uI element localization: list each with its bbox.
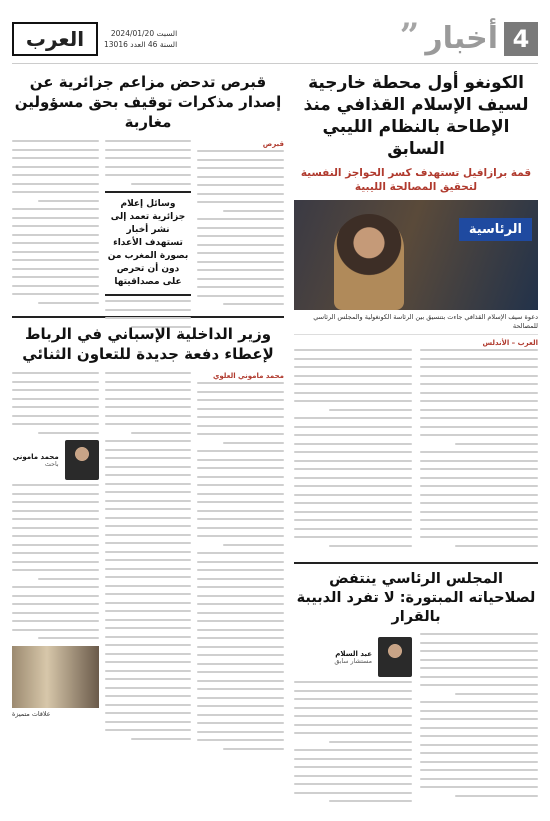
masthead [12,14,538,64]
spain-body [12,372,284,742]
meeting-photo [12,646,99,708]
meeting-photo-caption: علاقات متميزة [11,709,51,718]
lead-body [294,349,538,554]
issue-info [104,28,177,50]
second-body-col-2 [294,633,412,813]
newspaper-logo: العرب [12,22,98,56]
page-number: 4 [504,22,538,56]
issue-date: السبت 2024/01/20 [110,28,178,38]
spain-headline[interactable]: وزير الداخلية الإسباني في الرباط لإعطاء دفعة جديدة للتعاون الثنائي [22,325,274,363]
lead-byline: العرب – الأندلس [482,339,538,347]
author-avatar [65,440,99,480]
cyprus-body-col-1 [197,140,284,308]
cyprus-byline: قبرص [262,140,284,148]
second-headline[interactable]: المجلس الرئاسي ينتفض لصلاحياته المبتورة: لا تفرد الدبيبة بالقرار [296,571,536,625]
person-figure [334,214,404,310]
spain-body-col-2 [105,372,192,742]
page-content [12,72,538,817]
spain-body-col-1 [197,372,284,742]
cyprus-body-col-3 [12,140,99,308]
author-role: باحث [44,460,59,468]
section-separator [294,562,538,564]
logo-block [12,22,177,56]
section-title: أخبار [425,21,498,56]
second-author-box [294,637,412,677]
lead-subtitle: قمة برازافيل تستهدف كسر الحواجز النفسية لتحقيق المصالحة الليبية [300,167,532,193]
lead-photo [294,200,538,310]
quote-icon: ” [399,15,420,56]
lead-body-col-1 [420,349,538,554]
spain-body-col-3 [12,372,99,742]
issue-number: السنة 46 العدد 13016 [104,39,178,49]
spain-byline: محمد ماموني العلوي [212,372,284,380]
lead-body-col-2 [294,349,412,554]
author-role: مستشار سابق [334,657,372,665]
left-column [12,72,284,817]
cyprus-body-col-2 [105,140,192,308]
cyprus-body [12,140,284,308]
lead-photo-caption: دعوة سيف الإسلام القذافي جاءت بتنسيق بين الرئاسة الكونغولية والمجلس الرئاسي للمصالحة [294,310,538,335]
author-avatar [378,637,412,677]
pull-quote: وسائل إعلام جزائرية تعمد إلى نشر أخبار تستهدف الأعداء بصورة المغرب من دون أن تحرص على مصداقيتها [105,191,192,296]
second-body [294,633,538,813]
photo-banner: الرئاسية [459,218,532,241]
spain-author-box [12,440,99,480]
author-name: عبد السلام [335,649,372,658]
section-header [399,15,538,56]
lead-headline[interactable]: الكونغو أول محطة خارجية لسيف الإسلام القذافي منذ الإطاحة بالنظام الليبي السابق [303,73,529,159]
cyprus-headline[interactable]: قبرص تدحض مزاعم جزائرية عن إصدار مذكرات توقيف بحق مسؤولين مغاربة [14,73,282,131]
right-column [294,72,538,817]
author-name: محمد ماموني [12,452,59,461]
second-body-col-1 [420,633,538,813]
